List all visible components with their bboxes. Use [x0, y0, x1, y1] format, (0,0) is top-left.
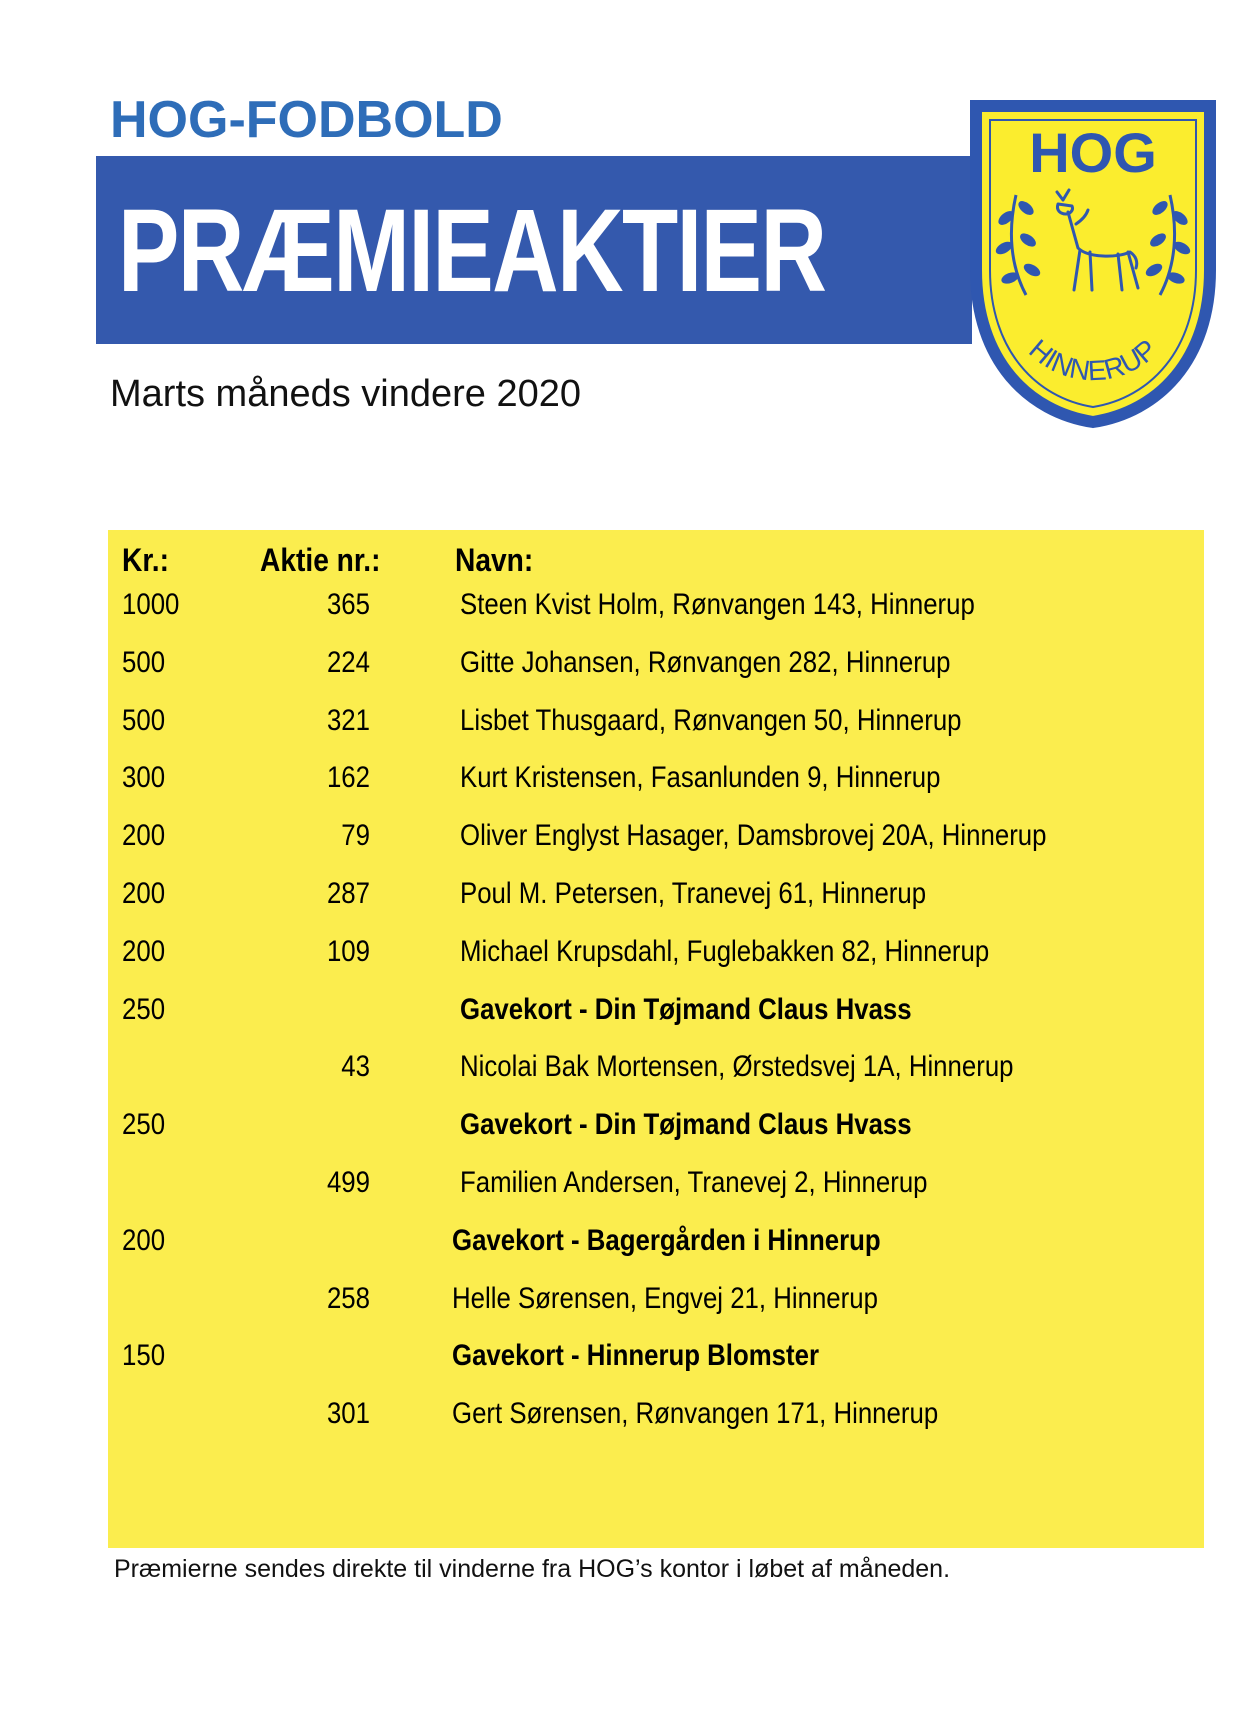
table-row [0, 1279, 1234, 1337]
table-row [0, 1221, 1234, 1279]
cell-navn: Familien Andersen, Tranevej 2, Hinnerup [460, 1166, 928, 1199]
cell-kr: 250 [122, 1108, 166, 1142]
cell-aktie: 287 [326, 877, 370, 910]
club-logo [968, 100, 1218, 430]
cell-prize: Gavekort - Hinnerup Blomster [452, 1339, 820, 1373]
cell-prize: Gavekort - Din Tøjmand Claus Hvass [460, 1108, 912, 1142]
cell-kr: 1000 [122, 588, 180, 621]
table-row [0, 1105, 1234, 1163]
cell-navn: Michael Krupsdahl, Fuglebakken 82, Hinnerup [460, 934, 990, 968]
cell-aktie: 321 [326, 703, 370, 737]
cell-aktie: 162 [326, 761, 370, 795]
cell-prize: Gavekort - Din Tøjmand Claus Hvass [460, 992, 912, 1026]
cell-navn: Kurt Kristensen, Fasanlunden 9, Hinnerup [460, 761, 941, 795]
cell-navn: Oliver Englyst Hasager, Damsbrovej 20A, Hinnerup [460, 819, 1047, 853]
cell-navn: Steen Kvist Holm, Rønvangen 143, Hinnerup [460, 588, 975, 621]
cell-aktie: 224 [326, 645, 370, 679]
table-row [0, 1394, 1234, 1452]
cell-kr: 200 [122, 1223, 166, 1257]
column-header-aktie: Aktie nr.: [260, 542, 381, 578]
table-row [0, 758, 1234, 816]
table-row [0, 874, 1234, 932]
logo-top-text: HOG [1029, 121, 1157, 184]
cell-aktie: 79 [341, 819, 370, 853]
table-row [0, 1336, 1234, 1394]
cell-navn: Gert Sørensen, Rønvangen 171, Hinnerup [452, 1397, 939, 1431]
cell-kr: 500 [122, 645, 166, 679]
cell-kr: 500 [122, 703, 166, 737]
cell-navn: Lisbet Thusgaard, Rønvangen 50, Hinnerup [460, 703, 962, 737]
table-row [0, 643, 1234, 701]
cell-aktie: 365 [326, 588, 370, 621]
cell-aktie: 109 [326, 934, 370, 968]
cell-kr: 200 [122, 877, 166, 910]
cell-aktie: 258 [326, 1281, 370, 1315]
cell-prize: Gavekort - Bagergården i Hinnerup [452, 1223, 881, 1257]
column-header-kr: Kr.: [122, 542, 169, 578]
cell-navn: Nicolai Bak Mortensen, Ørstedsvej 1A, Hinnerup [460, 1050, 1014, 1084]
table-row [0, 932, 1234, 990]
cell-kr: 150 [122, 1339, 166, 1373]
cell-aktie: 301 [326, 1397, 370, 1431]
club-name: HOG-FODBOLD [110, 91, 503, 149]
page-subtitle: Marts måneds vindere 2020 [110, 373, 582, 415]
table-row [0, 1163, 1234, 1221]
table-row [0, 1047, 1234, 1105]
table-row [0, 701, 1234, 759]
table-row [0, 816, 1234, 874]
cell-kr: 300 [122, 761, 166, 795]
cell-navn: Gitte Johansen, Rønvangen 282, Hinnerup [460, 645, 951, 679]
page-title: PRÆMIEAKTIER [118, 185, 826, 317]
cell-navn: Helle Sørensen, Engvej 21, Hinnerup [452, 1281, 878, 1315]
cell-aktie: 499 [326, 1166, 370, 1199]
table-row [0, 585, 1234, 643]
cell-kr: 200 [122, 934, 166, 968]
table-row [0, 990, 1234, 1048]
cell-kr: 200 [122, 819, 166, 853]
column-header-navn: Navn: [455, 542, 534, 578]
footer-note: Præmierne sendes direkte til vinderne fra HOG’s kontor i løbet af måneden. [114, 1555, 951, 1583]
cell-navn: Poul M. Petersen, Tranevej 61, Hinnerup [460, 877, 927, 910]
cell-kr: 250 [122, 992, 166, 1026]
cell-aktie: 43 [341, 1050, 370, 1084]
logo-bottom-text: HINNERUP [1023, 333, 1163, 387]
